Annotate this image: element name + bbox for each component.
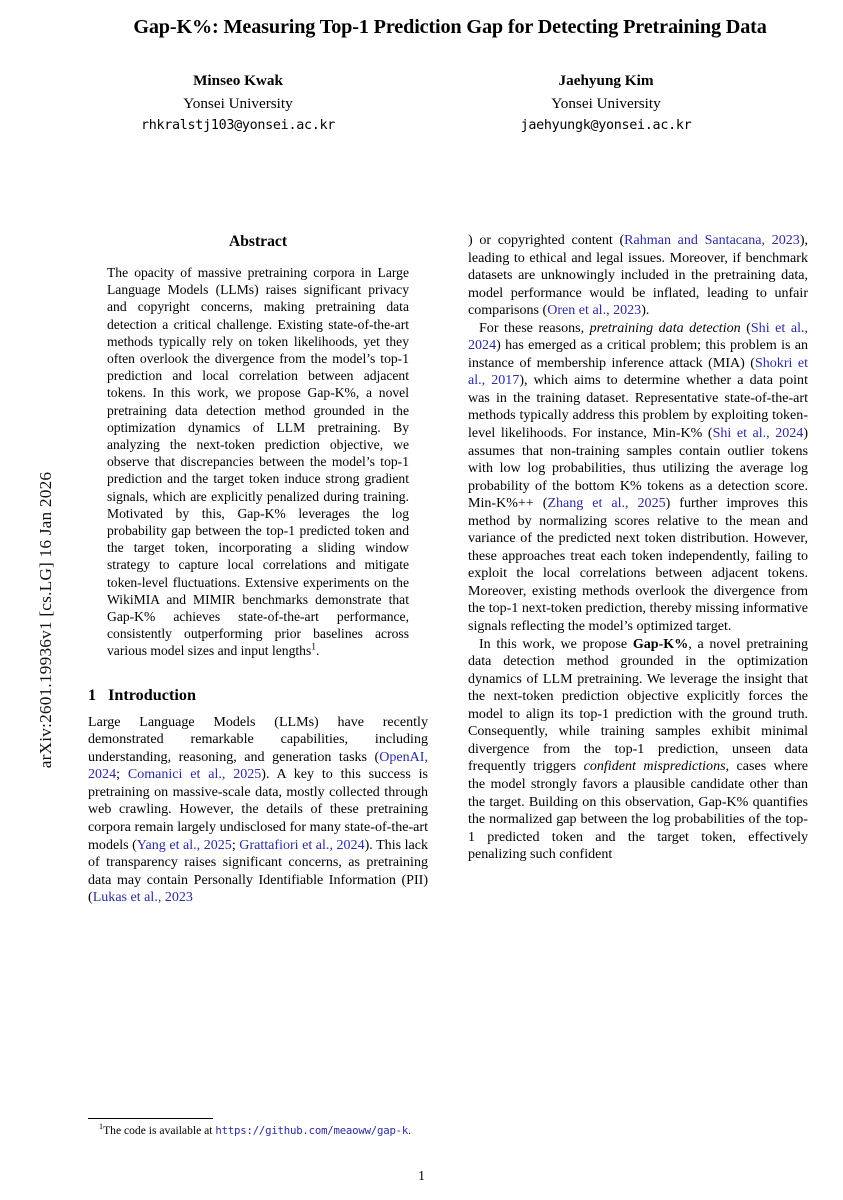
text-run: ), which aims to determine whether a data point was in the training dataset. Representative state-of-the-art methods typically address this problem by exploiting token-level likelihoods. For instance, Min-K% ( xyxy=(468,372,808,442)
author-list xyxy=(88,70,756,138)
abstract-body xyxy=(107,264,409,660)
author-email: rhkralstj103@yonsei.ac.kr xyxy=(140,118,336,133)
text-run: ; xyxy=(116,766,128,783)
author-affiliation: Yonsei University xyxy=(183,94,293,112)
text-run: The code is available at xyxy=(103,1124,216,1137)
text-run: , cases where the model strongly favors a plausible candidate other than the target. Building on this observation, Gap-K% quantifies the normalized gap between the log probabilities of the top-1 predicted token and the target token, effectively penalizing such confident xyxy=(468,758,808,863)
author-affiliation: Yonsei University xyxy=(551,94,661,112)
citation-link-rahman[interactable]: Rahman and Santacana, 2023 xyxy=(624,232,800,248)
text-run: ), leading to ethical and legal issues. Moreover, if benchmark datasets are unknowingly included in the pretraining data, model performance would be inflated, leading to unfair comparisons ( xyxy=(468,232,809,319)
intro-paragraph-2 xyxy=(468,320,808,636)
citation-link-shi-1[interactable]: Shi et al., 2024 xyxy=(468,319,808,354)
intro-paragraph-3 xyxy=(468,636,808,864)
author-email: jaehyungk@yonsei.ac.kr xyxy=(520,118,692,133)
citation-link-openai[interactable]: OpenAI, 2024 xyxy=(88,748,428,783)
section-heading-introduction xyxy=(88,685,428,705)
citation-link-comanici[interactable]: Comanici et al., 2025 xyxy=(127,766,262,783)
text-run: ). This lack of transparency raises significant concerns, as pretraining data may contain Personally Identifiable Information (PII) ( xyxy=(88,836,428,906)
emphasis-pretraining-data-detection: pretraining data detection xyxy=(589,319,741,336)
intro-paragraph-1 xyxy=(88,714,428,907)
text-run: ) further improves this method by normalizing scores relative to the mean and variance of the predicted next token distribution. However, these approaches treat each token independently, failing to exploit the local correlations between adjacent tokens. Moreover, existing methods overlook the divergence from the top-1 next-token prediction, thereby missing informative signals reflecting the model’s optimized target. xyxy=(468,495,808,635)
page-number: 1 xyxy=(418,1168,425,1183)
citation-link-lukas[interactable]: Lukas et al., 2023 xyxy=(92,889,193,906)
text-run: ). A key to this success is pretraining on massive-scale data, mostly collected through web crawling. However, the details of these pretraining corpora remain largely undisclosed for many state-of-the-art models ( xyxy=(88,766,428,853)
author-block-1 xyxy=(88,70,388,138)
section-title: Introduction xyxy=(108,685,196,704)
text-run: . xyxy=(408,1124,411,1137)
text-run: ). xyxy=(641,302,650,319)
text-run: In this work, we propose xyxy=(479,635,633,652)
author-name: Jaehyung Kim xyxy=(558,72,654,89)
text-run: ; xyxy=(231,836,240,853)
citation-link-shi-2[interactable]: Shi et al., 2024 xyxy=(712,425,804,442)
text-run: For these reasons, xyxy=(479,319,590,336)
right-column xyxy=(468,232,808,864)
author-block-2 xyxy=(456,70,756,138)
text-run: ) has emerged as a critical problem; this problem is an instance of membership inference attack (MIA) ( xyxy=(468,337,808,371)
page-title: Gap-K%: Measuring Top-1 Prediction Gap for Detecting Pretraining Data xyxy=(133,15,767,38)
intro-paragraph-1-continued xyxy=(468,232,808,320)
method-name-gap-k: Gap-K% xyxy=(632,635,689,652)
text-run: ( xyxy=(740,319,751,336)
text-run: Large Language Models (LLMs) have recently demonstrated remarkable capabilities, including understanding, reasoning, and generation tasks ( xyxy=(88,713,428,765)
footnote-1 xyxy=(88,1124,428,1139)
left-column xyxy=(88,232,428,907)
footnote-divider xyxy=(88,1118,213,1119)
citation-link-yang[interactable]: Yang et al., 2025 xyxy=(136,836,232,853)
footnote-area xyxy=(88,1118,428,1139)
abstract-heading: Abstract xyxy=(228,233,288,250)
abstract-text-end: . xyxy=(316,643,320,659)
footnote-marker: 1 xyxy=(99,1122,104,1132)
text-run: ) assumes that non-training samples contain outlier tokens with low log probabilities, thus utilizing the average log probability of the bottom K% tokens as a detection score. Min-K%++ ( xyxy=(468,425,808,512)
citation-link-grattafiori[interactable]: Grattafiori et al., 2024 xyxy=(239,836,365,853)
text-run: , a novel pretraining data detection method grounded in the optimization dynamics of LLM pretraining. We leverage the insight that the next-token prediction objective explicitly forces the model to align its top-1 prediction with the ground truth. Consequently, while training samples exhibit minimal divergence from the top-1 prediction, unseen data frequently triggers xyxy=(468,635,808,775)
abstract-text: The opacity of massive pretraining corpora in Large Language Models (LLMs) raises significant privacy and copyright concerns, making pretraining data detection a critical challenge. Existing state-of-the-art methods typically rely on token likelihoods, yet they often overlook the divergence from the model’s top-1 prediction and local correlation between adjacent tokens. In this work, we propose Gap-K%, a novel pretraining data detection method grounded in the optimization dynamics of LLM pretraining. By analyzing the next-token prediction objective, we observe that discrepancies between the model’s top-1 prediction and the target token induce strong gradient signals, which are explicitly penalized during training. Motivated by this, Gap-K% leverages the log probability gap between the top-1 predicted token and the target token, incorporating a sliding window strategy to capture local correlations and mitigate token-level fluctuations. Extensive experiments on the WikiMIA and MIMIR benchmarks demonstrate that Gap-K% achieves state-of-the-art performance, consistently outperforming prior baselines across various model sizes and input lengths xyxy=(107,265,409,659)
citation-link-zhang[interactable]: Zhang et al., 2025 xyxy=(547,495,666,512)
citation-link-oren[interactable]: Oren et al., 2023 xyxy=(547,302,642,319)
emphasis-confident-mispredictions: confident mispredictions xyxy=(583,758,726,775)
abstract-footnote-marker[interactable]: 1 xyxy=(311,642,317,653)
text-run: ) or copyrighted content ( xyxy=(468,232,625,248)
author-name: Minseo Kwak xyxy=(193,72,283,89)
footnote-url-link[interactable]: https://github.com/meaoww/gap-k xyxy=(215,1124,409,1137)
section-number: 1 xyxy=(88,685,97,704)
arxiv-stamp: arXiv:2601.19936v1 [cs.LG] 16 Jan 2026 xyxy=(36,471,55,769)
citation-link-shokri[interactable]: Shokri et al., 2017 xyxy=(468,354,808,389)
